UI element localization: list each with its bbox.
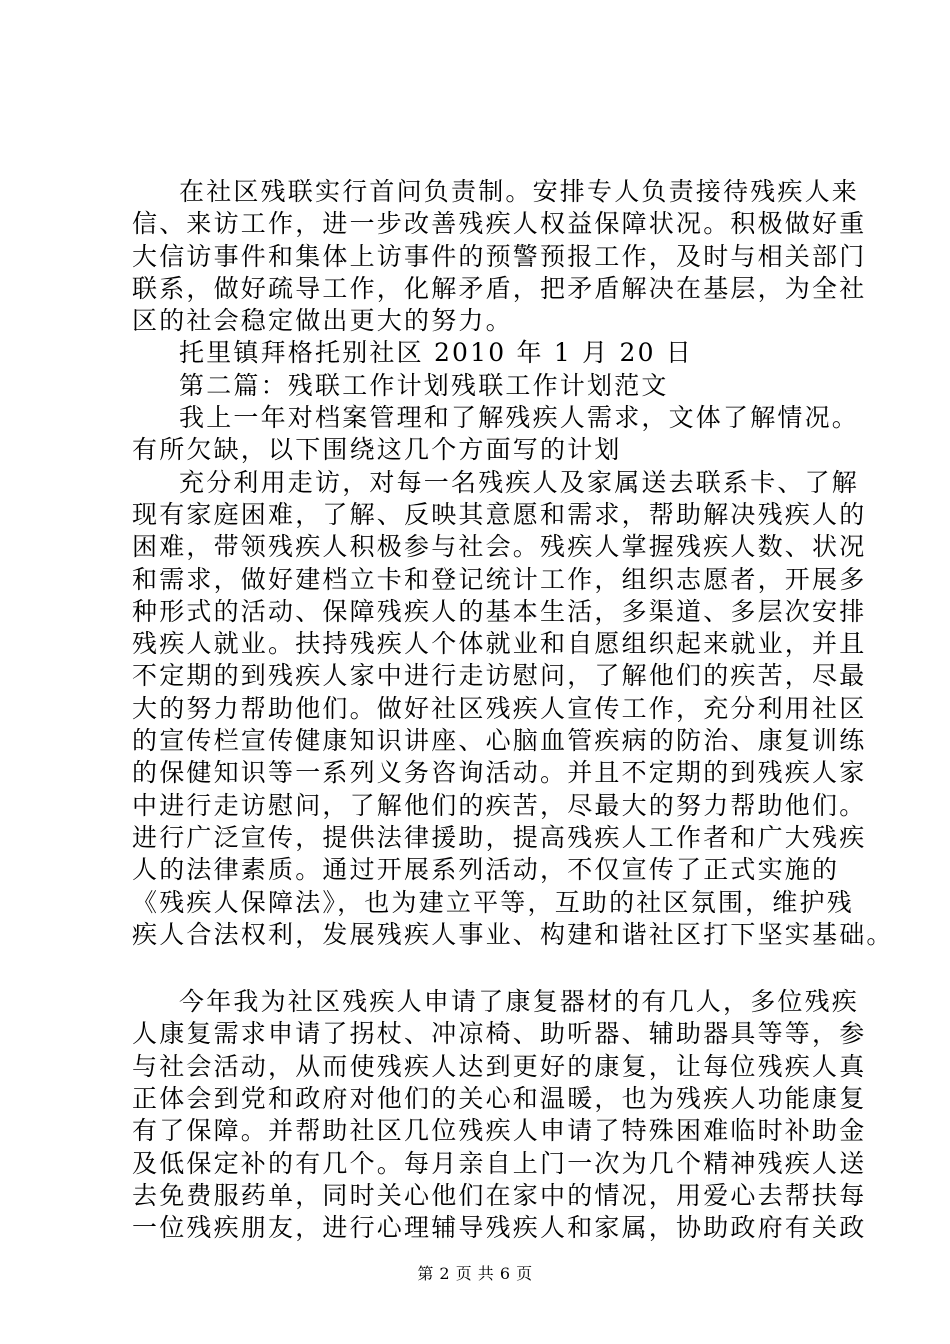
document-body — [132, 176, 894, 1245]
text-line: 疾人合法权利，发展残疾人事业、构建和谐社区打下坚实基础。 — [132, 919, 894, 949]
text-line: 有所欠缺，以下围绕这几个方面写的计划 — [132, 435, 622, 465]
section-heading: 第二篇：残联工作计划残联工作计划范文 — [179, 370, 669, 400]
text-line: 种形式的活动、保障残疾人的基本生活，多渠道、多层次安排 — [132, 596, 867, 626]
text-line: 今年我为社区残疾人申请了康复器材的有几人，多位残疾 — [179, 987, 860, 1017]
text-line: 人康复需求申请了拐杖、冲凉椅、助听器、辅助器具等等，参 — [132, 1019, 867, 1049]
text-line: 区的社会稳定做出更大的努力。 — [132, 306, 513, 336]
text-line: 有了保障。并帮助社区几位残疾人申请了特殊困难临时补助金 — [132, 1116, 867, 1146]
text-line: 信、来访工作，进一步改善残疾人权益保障状况。积极做好重 — [132, 209, 867, 239]
text-line: 及低保定补的有几个。每月亲自上门一次为几个精神残疾人送 — [132, 1148, 867, 1178]
text-line: 正体会到党和政府对他们的关心和温暖，也为残疾人功能康复 — [132, 1084, 867, 1114]
text-line: 不定期的到残疾人家中进行走访慰问，了解他们的疾苦，尽最 — [132, 661, 867, 691]
text-line: 现有家庭困难，了解、反映其意愿和需求，帮助解决残疾人的 — [132, 499, 867, 529]
text-line: 困难，带领残疾人积极参与社会。残疾人掌握残疾人数、状况 — [132, 532, 867, 562]
text-line: 在社区残联实行首问负责制。安排专人负责接待残疾人来 — [179, 177, 860, 206]
text-line: 与社会活动，从而使残疾人达到更好的康复，让每位残疾人真 — [132, 1051, 867, 1081]
text-line: 一位残疾朋友，进行心理辅导残疾人和家属，协助政府有关政 — [132, 1213, 867, 1243]
text-line: 的保健知识等一系列义务咨询活动。并且不定期的到残疾人家 — [132, 758, 867, 788]
text-line: 《残疾人保障法》，也为建立平等，互助的社区氛围，维护残 — [132, 887, 854, 917]
text-line: 的宣传栏宣传健康知识讲座、心脑血管疾病的防治、康复训练 — [132, 726, 867, 756]
text-line: 我上一年对档案管理和了解残疾人需求，文体了解情况。 — [179, 403, 860, 433]
text-line: 大的努力帮助他们。做好社区残疾人宣传工作，充分利用社区 — [132, 693, 867, 723]
text-line: 进行广泛宣传，提供法律援助，提高残疾人工作者和广大残疾 — [132, 822, 867, 852]
paragraph-gap — [132, 951, 872, 986]
text-line: 大信访事件和集体上访事件的预警预报工作，及时与相关部门 — [132, 241, 867, 271]
text-line: 残疾人就业。扶持残疾人个体就业和自愿组织起来就业，并且 — [132, 629, 867, 659]
signature-line: 托里镇拜格托别社区 2010 年 1 月 20 日 — [179, 338, 694, 368]
page-footer — [0, 1264, 950, 1284]
text-line: 去免费服药单，同时关心他们在家中的情况，用爱心去帮扶每 — [132, 1180, 867, 1210]
text-line: 充分利用走访，对每一名残疾人及家属送去联系卡、了解 — [179, 467, 860, 497]
text-line: 和需求，做好建档立卡和登记统计工作，组织志愿者，开展多 — [132, 564, 867, 594]
text-line: 联系，做好疏导工作，化解矛盾，把矛盾解决在基层，为全社 — [132, 273, 867, 303]
text-line: 中进行走访慰问，了解他们的疾苦，尽最大的努力帮助他们。 — [132, 790, 867, 820]
page-number: 第 2 页 共 6 页 — [417, 1264, 533, 1283]
text-line: 人的法律素质。通过开展系列活动，不仅宣传了正式实施的 — [132, 855, 840, 885]
